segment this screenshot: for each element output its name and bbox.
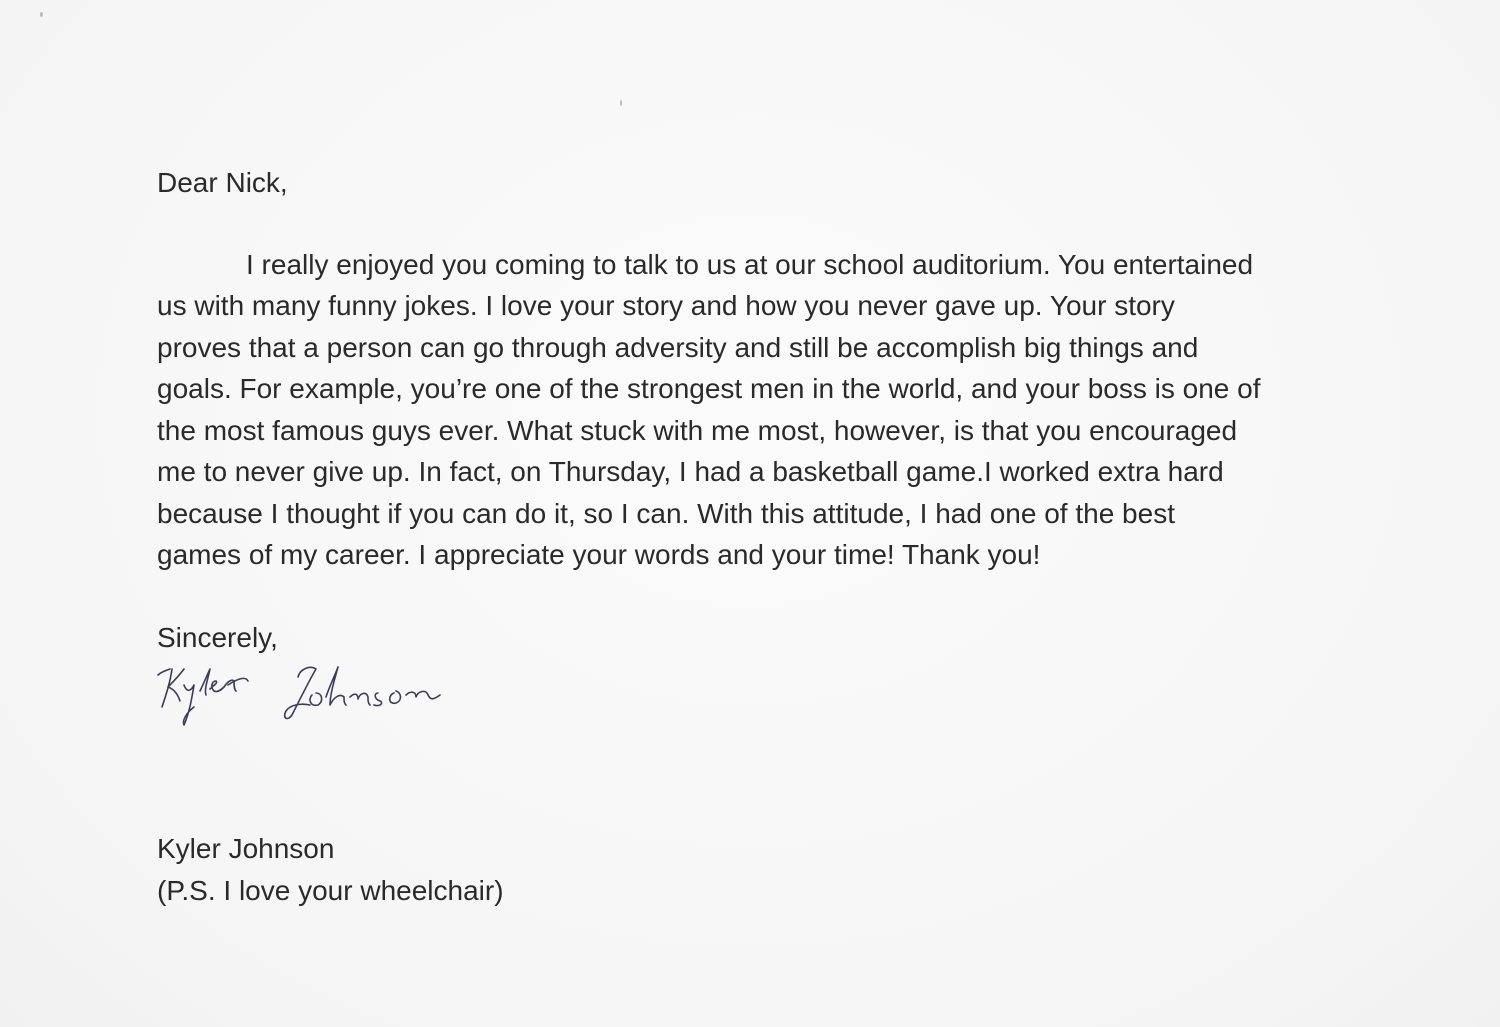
body-line-3: proves that a person can go through adversity and still be accomplish big things and bbox=[157, 332, 1199, 363]
body-line-7: because I thought if you can do it, so I can. With this attitude, I had one of the best bbox=[157, 498, 1175, 529]
handwritten-signature bbox=[150, 655, 460, 730]
postscript: (P.S. I love your wheelchair) bbox=[157, 875, 504, 906]
signer-name: Kyler Johnson bbox=[157, 833, 335, 864]
paper-speck bbox=[40, 12, 43, 17]
closing: Sincerely, bbox=[157, 622, 278, 653]
salutation: Dear Nick, bbox=[157, 167, 288, 198]
body-line-5: the most famous guys ever. What stuck with me most, however, is that you encouraged bbox=[157, 415, 1238, 446]
body-line-8: games of my career. I appreciate your words and your time! Thank you! bbox=[157, 539, 1041, 570]
paper-speck bbox=[620, 100, 622, 106]
body-line-1: I really enjoyed you coming to talk to us at our school auditorium. You entertained bbox=[246, 249, 1254, 280]
body-line-6: me to never give up. In fact, on Thursday, I had a basketball game.I worked extra hard bbox=[157, 456, 1224, 487]
body-line-4: goals. For example, you’re one of the strongest men in the world, and your boss is one of bbox=[157, 373, 1261, 404]
signature-text: Kyler Johnson bbox=[150, 655, 156, 656]
body-line-2: us with many funny jokes. I love your story and how you never gave up. Your story bbox=[157, 290, 1175, 321]
